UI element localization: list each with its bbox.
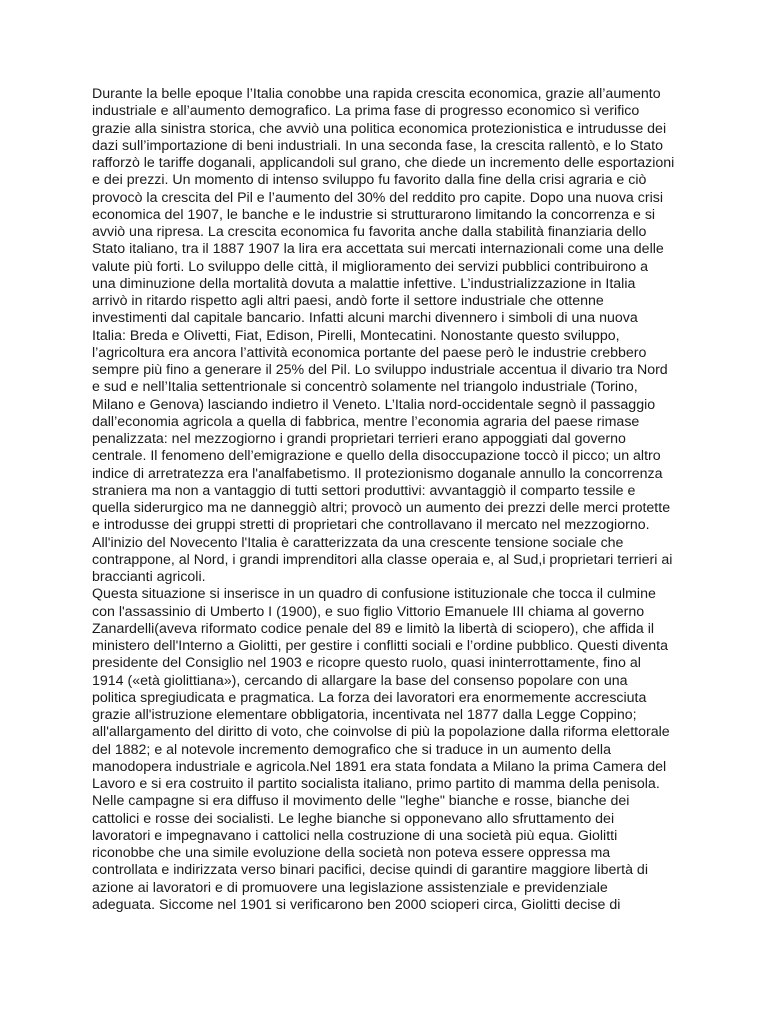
text-line: Italia: Breda e Olivetti, Fiat, Edison, Pirelli, Montecatini. Nonostante questo sviluppo, (92, 327, 620, 344)
text-line: penalizzata: nel mezzogiorno i grandi proprietari terrieri erano appoggiati dal governo (92, 431, 626, 447)
text-line: Durante la belle epoque l’Italia conobbe una rapida crescita economica, grazie all’aumento (92, 86, 661, 102)
text-line: Stato italiano, tra il 1887 1907 la lira era accettata sui mercati internazionali come una delle (92, 241, 664, 258)
text-line: Questa situazione si inserisce in un quadro di confusione istituzionale che tocca il culmine (92, 586, 656, 603)
text-line: industriale e all’aumento demografico. La prima fase di progresso economico sì verifico (92, 103, 640, 120)
text-line: grazie all'istruzione elementare obbligatoria, incentivata nel 1877 dalla Legge Coppino; (92, 707, 637, 723)
text-line: manodopera industriale e agricola.Nel 1891 era stata fondata a Milano la prima Camera del (92, 758, 667, 775)
text-line: grazie alla sinistra storica, che avviò una politica economica protezionistica e intrudusse dei (92, 120, 667, 137)
text-line: valute più forti. Lo sviluppo delle città, il miglioramento dei servizi pubblici contribuirono a (92, 258, 648, 275)
text-line: dall’economia agricola a quella di fabbrica, mentre l’economia agraria del paese rimase (92, 413, 640, 430)
text-line: presidente del Consiglio nel 1903 e ricopre questo ruolo, quasi ininterrottamente, fino al (92, 655, 641, 672)
text-line: lavoratori e impegnavano i cattolici nella costruzione di una società più equa. Giolitti (92, 827, 618, 844)
text-line: provocò la crescita del Pil e l’aumento del 30% del reddito pro capite. Dopo una nuova crisi (92, 189, 663, 206)
text-line: braccianti agricoli. (92, 569, 206, 585)
text-line: 1914 («età giolittiana»), cercando di allargare la base del consenso popolare con una (92, 672, 628, 689)
text-line: riconobbe che una simile evoluzione della società non poteva essere oppressa ma (92, 845, 611, 861)
text-line: economica del 1907, le banche e le industrie si strutturarono limitando la concorrenza e si (92, 206, 656, 223)
text-line: Lavoro e si era costruito il partito socialista italiano, primo partito di mamma della penisola. (92, 776, 660, 792)
text-line: all'allargamento del diritto di voto, che coinvolse di più la popolazione dalla riforma elettorale (92, 724, 670, 741)
text-line: Milano e Genova) lasciando indietro il Veneto. L’Italia nord-occidentale segnò il passaggio (92, 396, 656, 413)
text-line: dazi sull’importazione di beni industriali. In una seconda fase, la crescita rallentò, e lo Stato (92, 137, 663, 154)
text-line: adeguata. Siccome nel 1901 si verificarono ben 2000 scioperi circa, Giolitti decise di (92, 896, 621, 913)
text-line: una diminuzione della mortalità dovuta a malattie infettive. L’industrializzazione in Italia (92, 275, 636, 292)
text-line: Zanardelli(aveva riformato codice penale del 89 e limitò la libertà di sciopero), che affida il (92, 620, 655, 637)
text-line: straniera ma non a vantaggio di tutti settori produttivi: avvantaggiò il comparto tessile e (92, 482, 636, 499)
text-line: con l'assassinio di Umberto I (1900), e suo figlio Vittorio Emanuele III chiama al governo (92, 603, 645, 620)
text-line: controllata e indirizzata verso binari pacifici, decise quindi di garantire maggiore libertà di (92, 862, 648, 879)
text-line: arrivò in ritardo rispetto agli altri paesi, andò forte il settore industriale che ottenne (92, 293, 604, 309)
text-line: e sud e nell’Italia settentrionale si concentrò solamente nel triangolo industriale (Torino, (92, 379, 638, 396)
text-line: sempre più fino a generare il 25% del Pil. Lo sviluppo industriale accentua il divario tra Nord (92, 362, 668, 378)
text-line: e introdusse dei gruppi stretti di proprietari che controllavano il mercato nel mezzogiorno. (92, 517, 650, 534)
text-line: centrale. Il fenomeno dell’emigrazione e quello della disoccupazione toccò il picco; un altro (92, 448, 661, 465)
text-line: politica spregiudicata e pragmatica. La forza dei lavoratori era enormemente accresciuta (92, 689, 647, 706)
text-line: Nelle campagne si era diffuso il movimento delle "leghe" bianche e rosse, bianche dei (92, 793, 630, 810)
text-line: e dei prezzi. Un momento di intenso sviluppo fu favorito dalla fine della crisi agraria e ciò (92, 172, 647, 189)
body-text (92, 86, 692, 914)
text-line: l’agricoltura era ancora l’attività economica portante del paese però le industrie crebbero (92, 344, 647, 361)
text-line: contrappone, al Nord, i grandi imprenditori alla classe operaia e, al Sud,i proprietari terrieri ai (92, 551, 673, 568)
text-line: azione ai lavoratori e di promuovere una legislazione assistenziale e previdenziale (92, 879, 608, 896)
text-line: quella siderurgico ma ne danneggiò altri; provocò un aumento dei prezzi delle merci protette (92, 500, 671, 516)
text-line: rafforzò le tariffe doganali, applicandoli sul grano, che diede un incremento delle esportazioni (92, 155, 675, 171)
text-line: All'inizio del Novecento l'Italia è caratterizzata da una crescente tensione sociale che (92, 534, 624, 551)
text-line: cattolici e rosse dei socialisti. Le leghe bianche si opponevano allo sfruttamento dei (92, 810, 615, 827)
text-line: del 1882; e al notevole incremento demografico che si traduce in un aumento della (92, 741, 611, 758)
text-line: indice di arretratezza era l'analfabetismo. Il protezionismo doganale annullo la concorrenza (92, 465, 663, 482)
text-line: avviò una ripresa. La crescita economica fu favorita anche dalla stabilità finanziaria dello (92, 224, 647, 240)
text-line: ministero dell'Interno a Giolitti, per gestire i conflitti sociali e l’ordine pubblico. Questi diventa (92, 638, 669, 654)
text-line: investimenti dal capitale bancario. Infatti alcuni marchi divennero i simboli di una nuova (92, 310, 638, 327)
